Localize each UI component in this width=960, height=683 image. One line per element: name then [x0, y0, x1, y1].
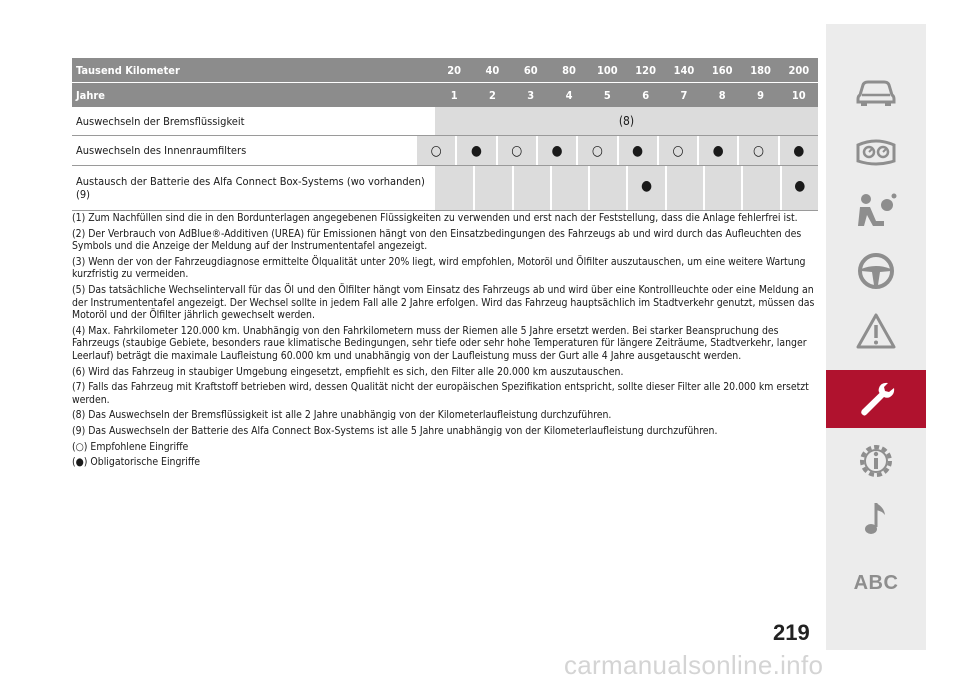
airbag-person-icon [854, 191, 898, 231]
music-note-icon [854, 499, 898, 539]
header-years-label: Jahre [76, 88, 105, 102]
interval-mark: ● [626, 166, 664, 210]
header-year-cell: 2 [489, 88, 496, 102]
header-year-cell: 5 [603, 88, 611, 102]
header-year-cell: 3 [527, 88, 535, 102]
watermark: carmanualsonline.info [564, 650, 824, 680]
sidebar-item-vehicle[interactable] [826, 62, 926, 120]
interval-mark [588, 166, 626, 210]
footnote: (4) Max. Fahrkilometer 120.000 km. Unabhängig von den Fahrkilometern muss der Riemen alle 5 Jahre ersetzt werden. Bei starker Beanspruchung des Fahrzeugs (staubige Gebiete, besonders raue klimatische Bedingungen, sehr tiefe oder sehr hohe Temperaturen für längere Zeiträume, Stadtverkehr, langer Leerlauf) beträgt die maximale Laufleistung 60.000 km und unabhängig von der Laufleistung muss der Gurt alle 4 Jahre ausgetauscht werden. [72, 324, 807, 362]
header-km-cell: 100 [597, 63, 618, 77]
table-row [72, 107, 818, 136]
footnote: (6) Wird das Fahrzeug in staubiger Umgebung eingesetzt, empfiehlt es sich, den Filter alle 20.000 km auszutauschen. [72, 365, 624, 378]
header-year-cell: 1 [450, 88, 458, 102]
header-km-cell: 140 [673, 63, 695, 77]
header-year-cell: 6 [642, 88, 650, 102]
interval-mark: ● [697, 136, 737, 165]
interval-mark [703, 166, 741, 210]
sidebar-item-multimedia[interactable] [826, 490, 926, 548]
interval-mark: ● [778, 136, 818, 165]
legend-mandatory: (●) Obligatorische Eingriffe [72, 456, 201, 469]
abc-label: ABC [853, 571, 899, 594]
sidebar-item-safety[interactable] [826, 182, 926, 240]
header-year-cell: 7 [680, 88, 688, 102]
chapter-sidebar [826, 24, 926, 650]
footnotes [72, 212, 820, 472]
row-label: Auswechseln des Innenraumfilters [76, 144, 247, 157]
header-year-cell: 4 [565, 88, 573, 102]
interval-mark [473, 166, 511, 210]
warning-triangle-icon [854, 311, 898, 351]
page-number: 219 [773, 620, 810, 645]
car-icon [854, 71, 898, 111]
footnote: (5) Das tatsächliche Wechselintervall für das Öl und den Ölfilter hängt vom Einsatz des Fahrzeugs ab und wird über eine Kontrollleuchte oder eine Meldung an der Instrumententafel angezeigt. Der Wechsel sollte in jedem Fall alle 2 Jahre erfolgen. Wird das Fahrzeug hauptsächlich im Stadtverkehr genutzt, müssen das Motoröl und der Ölfilter jährlich gewechselt werden. [72, 283, 815, 322]
header-km-cell: 160 [711, 63, 733, 77]
row-span-value: (8) [618, 114, 635, 128]
wrench-icon [854, 379, 898, 419]
table-row [72, 136, 818, 166]
footnote: (9) Das Auswechseln der Batterie des Alfa Connect Box-Systems ist alle 5 Jahre unabhängig von der Kilometerlaufleistung durchzuführen. [72, 424, 718, 437]
header-year-cell: 10 [791, 88, 806, 102]
footnote: (3) Wenn der von der Fahrzeugdiagnose ermittelte Ölqualität unter 20% liegt, wird empfohlen, Motoröl und Ölfilter auszutauschen, um eine weitere Wartung kurzfristig zu vermeiden. [72, 255, 806, 281]
steering-wheel-icon [854, 251, 898, 291]
sidebar-item-index[interactable] [826, 554, 926, 612]
row-label: Auswechseln der Bremsflüssigkeit [76, 114, 245, 128]
header-km-label: Tausend Kilometer [76, 63, 180, 77]
interval-mark: ○ [576, 136, 616, 165]
interval-mark: ○ [496, 136, 536, 165]
row-label: Austausch der Batterie des Alfa Connect Box-Systems (wo vorhanden) (9) [76, 175, 425, 201]
sidebar-item-driving[interactable] [826, 242, 926, 300]
footnote: (1) Zum Nachfüllen sind die in den Bordunterlagen angegebenen Flüssigkeiten zu verwenden und erst nach der Feststellung, dass die Anlage fehlerfrei ist. [72, 212, 798, 224]
interval-mark: ● [536, 136, 576, 165]
footnote: (7) Falls das Fahrzeug mit Kraftstoff betrieben wird, dessen Qualität nicht der europäischen Spezifikation entspricht, sollte dieser Filter alle 20.000 km ersetzt werden. [72, 381, 809, 406]
info-gear-icon [854, 441, 898, 481]
header-km-cell: 80 [562, 63, 576, 77]
legend-recommended: (○) Empfohlene Eingriffe [72, 440, 189, 453]
header-km-cell: 200 [788, 63, 810, 77]
interval-mark: ○ [737, 136, 777, 165]
sidebar-item-maintenance[interactable] [826, 370, 926, 428]
footnote: (2) Der Verbrauch von AdBlue®-Additiven (UREA) für Emissionen hängt von den Einsatzbedingungen des Fahrzeugs ab und wird durch das Aufleuchten des Symbols und die Anzeige der Meldung auf der Instrumententafel angezeigt. [72, 227, 802, 253]
interval-mark: ● [617, 136, 657, 165]
header-km-cell: 60 [523, 63, 538, 77]
header-year-cell: 9 [757, 88, 764, 102]
header-year-cell: 8 [718, 88, 726, 102]
interval-mark [512, 166, 550, 210]
footnote: (8) Das Auswechseln der Bremsflüssigkeit ist alle 2 Jahre unabhängig von der Kilometerlaufleistung durchzuführen. [72, 409, 612, 422]
interval-mark: ○ [657, 136, 697, 165]
interval-mark [665, 166, 703, 210]
dashboard-icon [854, 131, 898, 171]
header-km-cell: 180 [750, 63, 771, 77]
sidebar-item-technical-data[interactable] [826, 432, 926, 490]
interval-mark: ● [455, 136, 495, 165]
interval-mark: ○ [430, 142, 442, 159]
header-row-km [72, 58, 818, 82]
interval-mark [741, 166, 779, 210]
header-row-years [72, 83, 818, 107]
interval-mark: ● [780, 166, 818, 210]
header-km-cell: 40 [485, 63, 500, 77]
sidebar-item-dashboard[interactable] [826, 122, 926, 180]
header-km-cell: 20 [447, 63, 462, 77]
table-row [72, 166, 818, 211]
header-km-cell: 120 [635, 63, 656, 77]
maintenance-table [72, 58, 818, 211]
sidebar-item-emergency[interactable] [826, 302, 926, 360]
interval-mark [550, 166, 588, 210]
interval-mark [435, 166, 473, 210]
